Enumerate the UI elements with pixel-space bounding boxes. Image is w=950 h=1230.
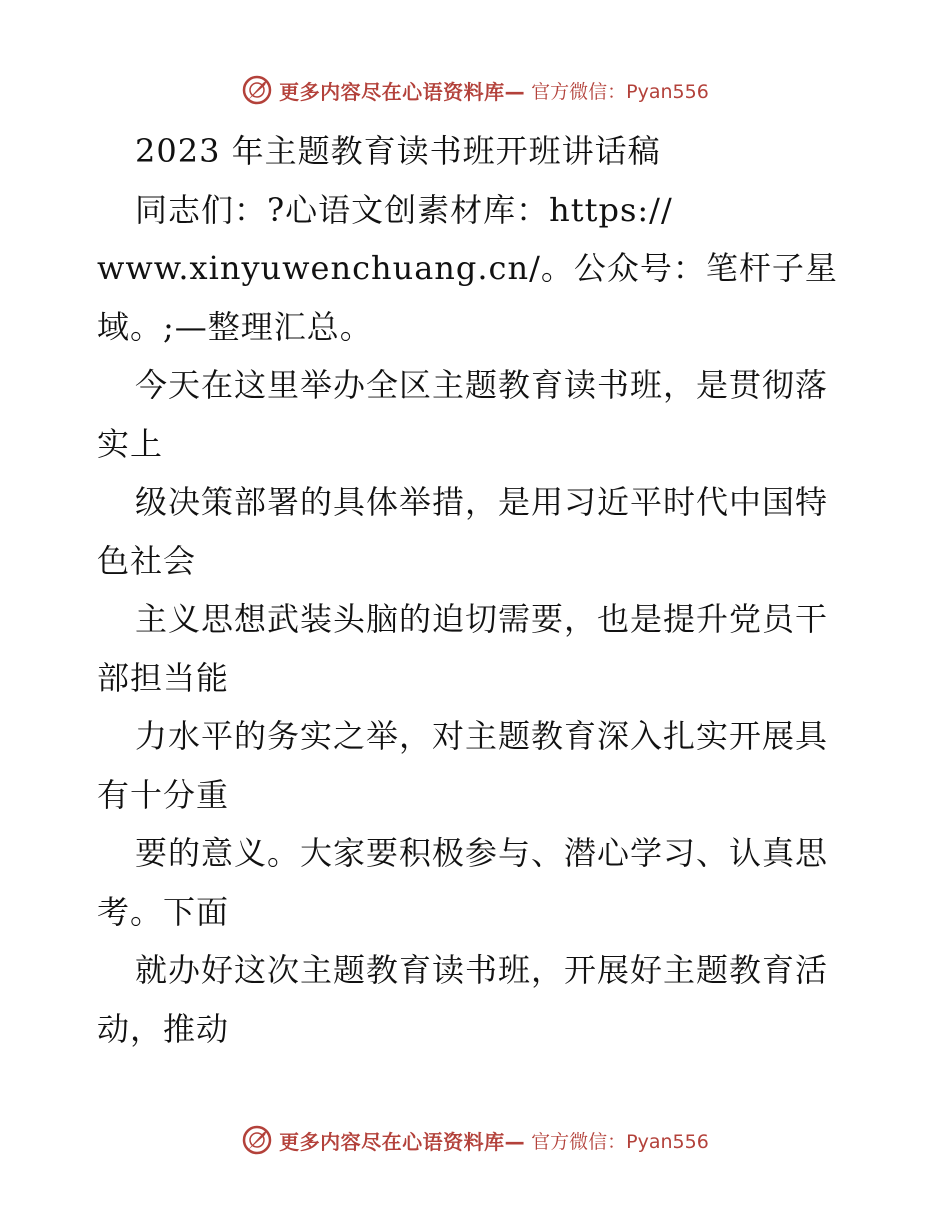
- paragraph-line: 动，推动: [97, 1009, 230, 1048]
- paragraph-line: 主义思想武装头脑的迫切需要，也是提升党员干: [135, 600, 829, 638]
- paragraph-line: 今天在这里举办全区主题教育读书班，是贯彻落: [135, 366, 829, 404]
- banner-wechat-label: 官方微信：: [531, 80, 627, 103]
- paragraph-line: 色社会: [97, 541, 197, 580]
- banner-wechat-label: 官方微信：: [531, 1130, 627, 1153]
- banner-wechat: [531, 1127, 709, 1154]
- paragraph-line: 力水平的务实之举，对主题教育深入扎实开展具: [135, 717, 829, 755]
- header-banner: [0, 70, 950, 110]
- document-body: [97, 122, 857, 1058]
- banner-text: 更多内容尽在心语资料库—: [279, 1129, 526, 1154]
- paragraph-line: 级决策部署的具体举措，是用习近平时代中国特: [135, 483, 829, 521]
- footer-banner: [0, 1120, 950, 1160]
- paragraph-line: www.xinyuwenchuang.cn/。公众号：笔杆子星: [97, 249, 838, 287]
- paragraph-line: 要的意义。大家要积极参与、潜心学习、认真思: [135, 834, 829, 872]
- paragraph-line: 实上: [97, 424, 164, 463]
- paragraph-line: 域。;—整理汇总。: [97, 307, 373, 346]
- document-title: 2023 年主题教育读书班开班讲话稿: [135, 132, 661, 170]
- banner-wechat: [531, 77, 709, 104]
- banner-wechat-id: Pyan556: [626, 1130, 709, 1153]
- paragraph-line: 同志们：?心语文创素材库：https://: [135, 190, 673, 229]
- quill-pen-circle-icon: [241, 74, 273, 106]
- paragraph-line: 就办好这次主题教育读书班，开展好主题教育活: [135, 951, 829, 989]
- paragraph-line: 有十分重: [97, 775, 230, 814]
- paragraph-line: 部担当能: [97, 658, 230, 697]
- paragraph-line: 考。下面: [97, 892, 230, 931]
- banner-text: 更多内容尽在心语资料库—: [279, 79, 526, 104]
- banner-wechat-id: Pyan556: [626, 80, 709, 103]
- quill-pen-circle-icon: [241, 1124, 273, 1156]
